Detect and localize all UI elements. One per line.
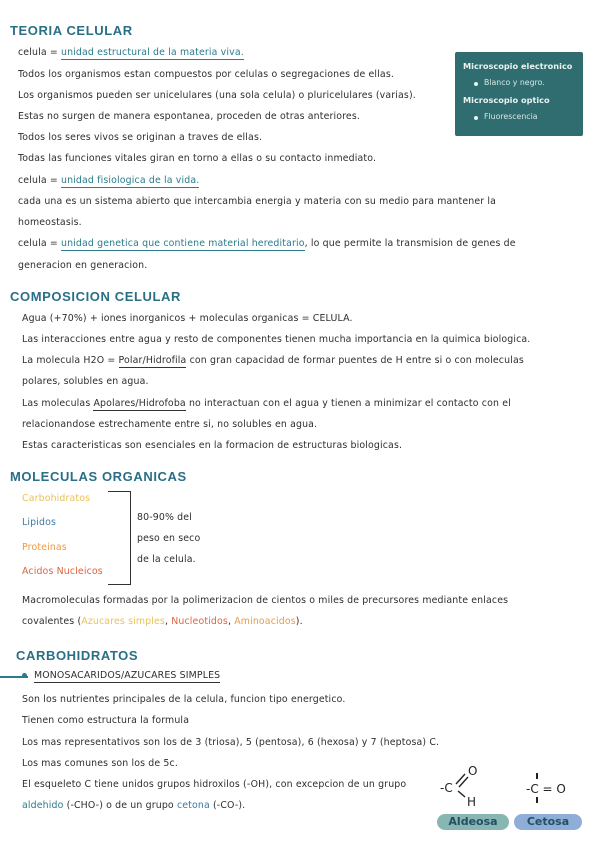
teoria-line-8: cada una es un sistema abierto que intercambia energia y materia con su medio para mantener la	[18, 196, 497, 207]
text: (-CHO-) o de un grupo	[63, 800, 177, 811]
moleculas-title: MOLECULAS ORGANICAS	[10, 469, 187, 484]
teoria-line-1	[18, 47, 244, 58]
aldehyde-hydrogen: H	[467, 795, 477, 809]
text: con gran capacidad de formar puentes de H entre si o con moleculas	[186, 355, 524, 366]
precursor-azucares: Azucares simples	[81, 616, 165, 627]
single-bond-line	[458, 791, 465, 797]
teoria-line-2: Todos los organismos estan compuestos por celulas o segregaciones de ellas.	[18, 69, 394, 80]
bullet-icon	[22, 673, 27, 678]
carbohidratos-title: CARBOHIDRATOS	[16, 648, 139, 663]
subtitle-text: MONOSACARIDOS/AZUCARES SIMPLES	[34, 670, 221, 681]
teoria-line-11: generacion en generacion.	[18, 260, 148, 271]
callout-item-optic: Fluorescencia	[484, 112, 538, 121]
moleculas-paragraph-2	[22, 616, 303, 627]
aldehyde-carbon: -C	[440, 781, 453, 795]
composicion-title: COMPOSICION CELULAR	[10, 289, 182, 304]
text: La molecula H2O =	[22, 355, 119, 366]
text: celula =	[18, 47, 61, 58]
ketone-structure: -C = O	[526, 782, 566, 796]
carbohidratos-line-3: Los mas representativos son los de 3 (triosa), 5 (pentosa), 6 (hexosa) y 7 (heptosa) C.	[22, 737, 440, 748]
text: (-CO-).	[209, 800, 246, 811]
aldeosa-badge: Aldeosa	[437, 814, 509, 830]
callout-heading-optic: Microscopio optico	[463, 95, 550, 105]
monosacaridos-subtitle	[34, 670, 220, 681]
teoria-line-5: Todos los seres vivos se originan a traves de ellas.	[18, 132, 263, 143]
teoria-line-6: Todas las funciones vitales giran en torno a ellas o su contacto inmediato.	[18, 153, 377, 164]
microscope-callout	[455, 52, 583, 136]
peso-note-1: 80-90% del	[137, 512, 192, 523]
aldehyde-oxygen: O	[468, 764, 478, 778]
text: , lo que permite la transmision de genes de	[304, 238, 516, 249]
composicion-line-4: polares, solubles en agua.	[22, 376, 149, 387]
bullet-icon	[474, 82, 478, 86]
highlight-genetica: unidad genetica que contiene material hereditario	[60, 238, 305, 249]
molecula-acidos-nucleicos: Acidos Nucleicos	[22, 566, 103, 577]
carbohidratos-line-4: Los mas comunes son los de 5c.	[22, 758, 178, 769]
moleculas-paragraph-1: Macromoleculas formadas por la polimerizacion de cientos o miles de precursores mediante enlaces	[22, 595, 509, 606]
text: ).	[295, 616, 303, 627]
highlight-apolar: Apolares/Hidrofoba	[93, 398, 186, 409]
teoria-line-10	[18, 238, 516, 249]
carbohidratos-line-2: Tienen como estructura la formula	[22, 715, 190, 726]
text: celula =	[18, 175, 61, 186]
text: ,	[227, 616, 235, 627]
carbohidratos-line-6	[22, 800, 245, 811]
cetosa-badge: Cetosa	[514, 814, 582, 830]
bracket	[108, 491, 131, 585]
bond-tick	[536, 773, 538, 779]
composicion-line-7: Estas caracteristicas son esenciales en la formacion de estructuras biologicas.	[22, 440, 403, 451]
term-cetona: cetona	[176, 800, 210, 811]
composicion-line-5	[22, 398, 511, 409]
text: Las moleculas	[22, 398, 94, 409]
callout-item-electronic: Blanco y negro.	[484, 78, 545, 87]
highlight-polar: Polar/Hidrofila	[118, 355, 187, 366]
peso-note-2: peso en seco	[137, 533, 201, 544]
composicion-line-3	[22, 355, 524, 366]
text: covalentes (	[22, 616, 82, 627]
teoria-line-9: homeostasis.	[18, 217, 82, 228]
bond-tick	[536, 797, 538, 803]
carbohidratos-line-5: El esqueleto C tiene unidos grupos hidroxilos (-OH), con excepcion de un grupo	[22, 779, 407, 790]
teoria-line-4: Estas no surgen de manera espontanea, proceden de otras anteriores.	[18, 111, 361, 122]
molecula-lipidos: Lipidos	[22, 517, 57, 528]
composicion-line-2: Las interacciones entre agua y resto de componentes tienen mucha importancia en la quimica biologica.	[22, 334, 531, 345]
highlight-fisiologica: unidad fisiologica de la vida.	[60, 175, 200, 186]
carbohidratos-line-1: Son los nutrientes principales de la celula, funcion tipo energetico.	[22, 694, 346, 705]
teoria-line-3: Los organismos pueden ser unicelulares (una sola celula) o pluricelulares (varias).	[18, 90, 416, 101]
highlight-estructural: unidad estructural de la materia viva.	[60, 47, 244, 58]
teoria-title: TEORIA CELULAR	[10, 23, 133, 38]
callout-heading-electronic: Microscopio electronico	[463, 61, 573, 71]
molecula-carbohidratos: Carbohidratos	[22, 493, 91, 504]
composicion-line-6: relacionandose estrechamente entre si, no solubles en agua.	[22, 419, 318, 430]
bullet-icon	[474, 116, 478, 120]
peso-note-3: de la celula.	[137, 554, 196, 565]
text: ,	[164, 616, 172, 627]
teoria-line-7	[18, 175, 199, 186]
text: no interactuan con el agua y tienen a minimizar el contacto con el	[185, 398, 511, 409]
term-aldehido: aldehido	[22, 800, 64, 811]
composicion-line-1: Agua (+70%) + iones inorganicos + moleculas organicas = CELULA.	[22, 313, 353, 324]
precursor-aminoacidos: Aminoacidos	[234, 616, 296, 627]
precursor-nucleotidos: Nucleotidos	[171, 616, 228, 627]
text: celula =	[18, 238, 61, 249]
molecula-proteinas: Proteinas	[22, 542, 67, 553]
